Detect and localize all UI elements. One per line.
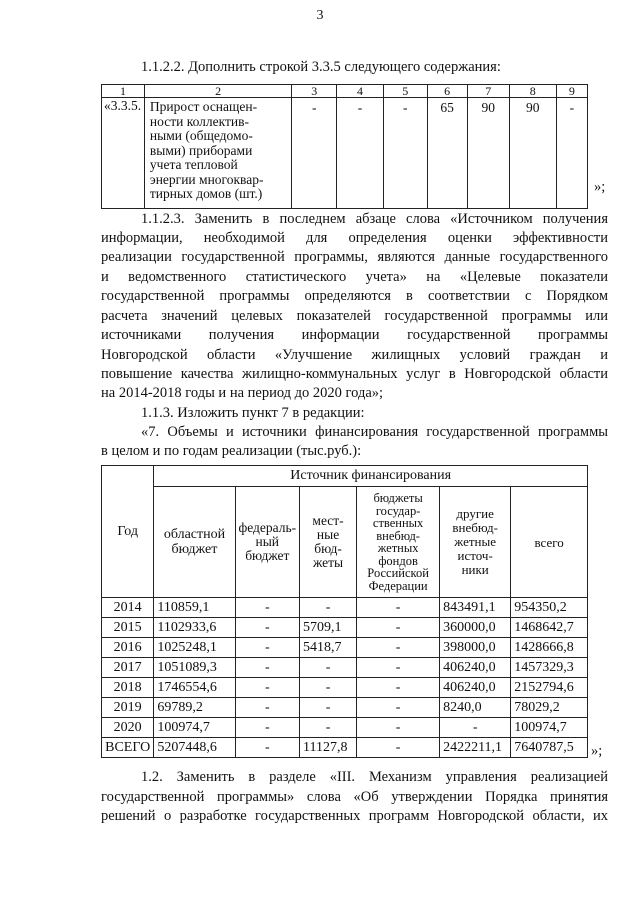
table-row (102, 678, 588, 698)
col-header-line: областной (163, 527, 226, 542)
table2-source-header-row (102, 466, 588, 487)
amount-cell: - (235, 658, 299, 678)
financing-table (101, 465, 588, 758)
year-cell: 2020 (102, 718, 154, 738)
table1-header-cell: 3 (292, 85, 337, 98)
col-header-state-funds (357, 487, 440, 598)
paragraph-1-1-3: 1.1.3. Изложить пункт 7 в редакции: (141, 405, 365, 421)
amount-cell: 406240,0 (440, 658, 511, 678)
col-header-line: Федерации (368, 578, 428, 593)
paragraph-line: 1.2. Заменить в разделе «III. Механизм управления реализацией (141, 769, 608, 785)
financing-table-body (102, 598, 588, 758)
year-cell: 2017 (102, 658, 154, 678)
paragraph-line: повышение качества жилищно-коммунальных услуг в Новгородской области (101, 366, 608, 382)
amount-cell: 398000,0 (440, 638, 511, 658)
amount-cell: 7640787,5 (511, 738, 588, 758)
col-header-line: мест- (312, 513, 344, 528)
col-header-line: жетные (454, 534, 497, 549)
col-header-line: бюджет (171, 542, 218, 557)
amount-cell: 11127,8 (300, 738, 357, 758)
amount-cell: - (357, 638, 440, 658)
col-header-line: ники (461, 562, 489, 577)
amount-cell: 954350,2 (511, 598, 588, 618)
paragraph-line: расчета значений целевых показателей государственной программы или (101, 308, 608, 324)
table1-header-row (102, 85, 588, 98)
source-header: Источник финансирования (154, 466, 588, 487)
indicator-line: ными (общедомо- (149, 128, 253, 143)
col-header-line: бюджет (245, 548, 290, 563)
paragraph-line: и ведомственного статистического учета» на «Целевые показатели (101, 269, 608, 285)
indicator-name (144, 98, 292, 209)
col-header-line: внебюд- (452, 520, 498, 535)
amount-cell: 1025248,1 (154, 638, 235, 658)
indicator-line: энергии многоквар- (149, 171, 264, 187)
amount-cell: 360000,0 (440, 618, 511, 638)
paragraph-line: на 2014-2018 годы и на период до 2020 года»; (101, 385, 384, 401)
table1-header-cell: 2 (144, 85, 292, 98)
year-cell: 2016 (102, 638, 154, 658)
amount-cell: - (235, 738, 299, 758)
indicator-line: тирных домов (шт.) (149, 186, 263, 201)
paragraph-line: в целом и по годам реализации (тыс.руб.): (101, 443, 362, 459)
amount-cell: - (357, 678, 440, 698)
row-code: «3.3.5. (102, 98, 145, 209)
col-header-line: Российской (367, 566, 429, 580)
amount-cell: - (300, 678, 357, 698)
table1-header-cell: 1 (102, 85, 145, 98)
amount-cell: 2152794,6 (511, 678, 588, 698)
table-row (102, 658, 588, 678)
amount-cell: - (357, 598, 440, 618)
value-cell: - (292, 98, 337, 209)
col-header-line: другие (456, 506, 494, 521)
col-header-line: внебюд- (376, 528, 420, 543)
amount-cell: 100974,7 (154, 718, 235, 738)
amount-cell: - (235, 718, 299, 738)
year-cell: ВСЕГО (102, 738, 154, 758)
amount-cell: 1428666,8 (511, 638, 588, 658)
col-header-line: всего (534, 534, 564, 550)
table-row (102, 718, 588, 738)
amount-cell: 1746554,6 (154, 678, 235, 698)
col-header-line: источ- (457, 548, 493, 563)
table-row (102, 598, 588, 618)
col-header-other-sources (440, 487, 511, 598)
col-header-regional-budget (154, 487, 235, 598)
table1-header-cell: 6 (427, 85, 467, 98)
value-cell: - (556, 98, 587, 209)
amount-cell: 5418,7 (300, 638, 357, 658)
amount-cell: 78029,2 (511, 698, 588, 718)
indicator-line: Прирост оснащен- (149, 99, 258, 114)
paragraph-line: государственной программы определяются в соответствии с Порядком (101, 288, 608, 304)
col-header-line: бюджеты (373, 491, 423, 505)
table-row (102, 698, 588, 718)
amount-cell: - (235, 638, 299, 658)
amount-cell: - (357, 738, 440, 758)
year-cell: 2015 (102, 618, 154, 638)
amount-cell: 5207448,6 (154, 738, 235, 758)
value-cell: 65 (427, 98, 467, 209)
table1-header-cell: 5 (383, 85, 427, 98)
amount-cell: - (235, 598, 299, 618)
amount-cell: - (440, 718, 511, 738)
year-cell: 2018 (102, 678, 154, 698)
table-row (102, 638, 588, 658)
col-header-line: жеты (313, 555, 344, 570)
amount-cell: 406240,0 (440, 678, 511, 698)
indicator-line: выми) приборами (149, 142, 253, 158)
table2-column-header-row (102, 487, 588, 598)
table1-header-cell: 8 (509, 85, 556, 98)
amount-cell: - (357, 618, 440, 638)
amount-cell: - (357, 718, 440, 738)
year-cell: 2014 (102, 598, 154, 618)
amount-cell: - (357, 658, 440, 678)
col-header-line: жетных (377, 541, 419, 555)
amount-cell: - (235, 618, 299, 638)
year-header: Год (102, 466, 154, 598)
table1-data-row (102, 98, 588, 209)
col-header-line: бюд- (314, 541, 342, 556)
col-header-line: ственных (372, 516, 424, 530)
indicator-line: учета тепловой (149, 157, 238, 172)
amount-cell: 1457329,3 (511, 658, 588, 678)
table-row-3-3-5 (101, 84, 588, 209)
table1-header-cell: 4 (337, 85, 384, 98)
paragraph-line: Новгородской области «Улучшение жилищных условий граждан и (101, 347, 608, 363)
col-header-line: фондов (378, 553, 418, 568)
table1-header-cell: 7 (467, 85, 509, 98)
amount-cell: 110859,1 (154, 598, 235, 618)
table1-header-cell: 9 (556, 85, 587, 98)
col-header-line: ный (255, 534, 280, 549)
year-cell: 2019 (102, 698, 154, 718)
amount-cell: 100974,7 (511, 718, 588, 738)
amount-cell: 5709,1 (300, 618, 357, 638)
amount-cell: - (300, 658, 357, 678)
paragraph-line: реализации государственной программы, являются данные государственного (101, 249, 608, 265)
paragraph-1-1-2-2: 1.1.2.2. Дополнить строкой 3.3.5 следующего содержания: (141, 59, 501, 75)
amount-cell: 8240,0 (440, 698, 511, 718)
col-header-line: федераль- (238, 520, 297, 535)
amount-cell: 843491,1 (440, 598, 511, 618)
col-header-local-budgets (300, 487, 357, 598)
col-header-line: государ- (375, 503, 421, 518)
amount-cell: 1051089,3 (154, 658, 235, 678)
value-cell: - (337, 98, 384, 209)
amount-cell: 69789,2 (154, 698, 235, 718)
col-header-line: ные (316, 527, 340, 542)
amount-cell: 1102933,6 (154, 618, 235, 638)
value-cell: - (383, 98, 427, 209)
amount-cell: - (300, 718, 357, 738)
amount-cell: - (300, 598, 357, 618)
page-number: 3 (316, 8, 324, 23)
paragraph-line: 1.1.2.3. Заменить в последнем абзаце слова «Источником получения (141, 211, 608, 227)
paragraph-line: государственной программы» слова «Об утверждении Порядка принятия (101, 789, 608, 805)
indicator-line: ности коллектив- (149, 113, 249, 129)
table2-closing-quote: »; (591, 743, 603, 759)
amount-cell: 1468642,7 (511, 618, 588, 638)
amount-cell: - (235, 678, 299, 698)
value-cell: 90 (509, 98, 556, 209)
amount-cell: - (300, 698, 357, 718)
col-header-total (511, 487, 588, 598)
table1-closing-quote: »; (594, 179, 606, 195)
paragraph-line: источниками получения информации государственной программы (101, 327, 608, 343)
amount-cell: 2422211,1 (440, 738, 511, 758)
paragraph-line: решений о разработке государственных программ Новгородской области, их (101, 808, 608, 824)
table-row (102, 738, 588, 758)
amount-cell: - (357, 698, 440, 718)
table-row (102, 618, 588, 638)
paragraph-line: «7. Объемы и источники финансирования государственной программы (141, 424, 608, 440)
paragraph-line: информации, необходимой для определения оценки эффективности (101, 230, 608, 246)
value-cell: 90 (467, 98, 509, 209)
amount-cell: - (235, 698, 299, 718)
col-header-federal-budget (235, 487, 299, 598)
